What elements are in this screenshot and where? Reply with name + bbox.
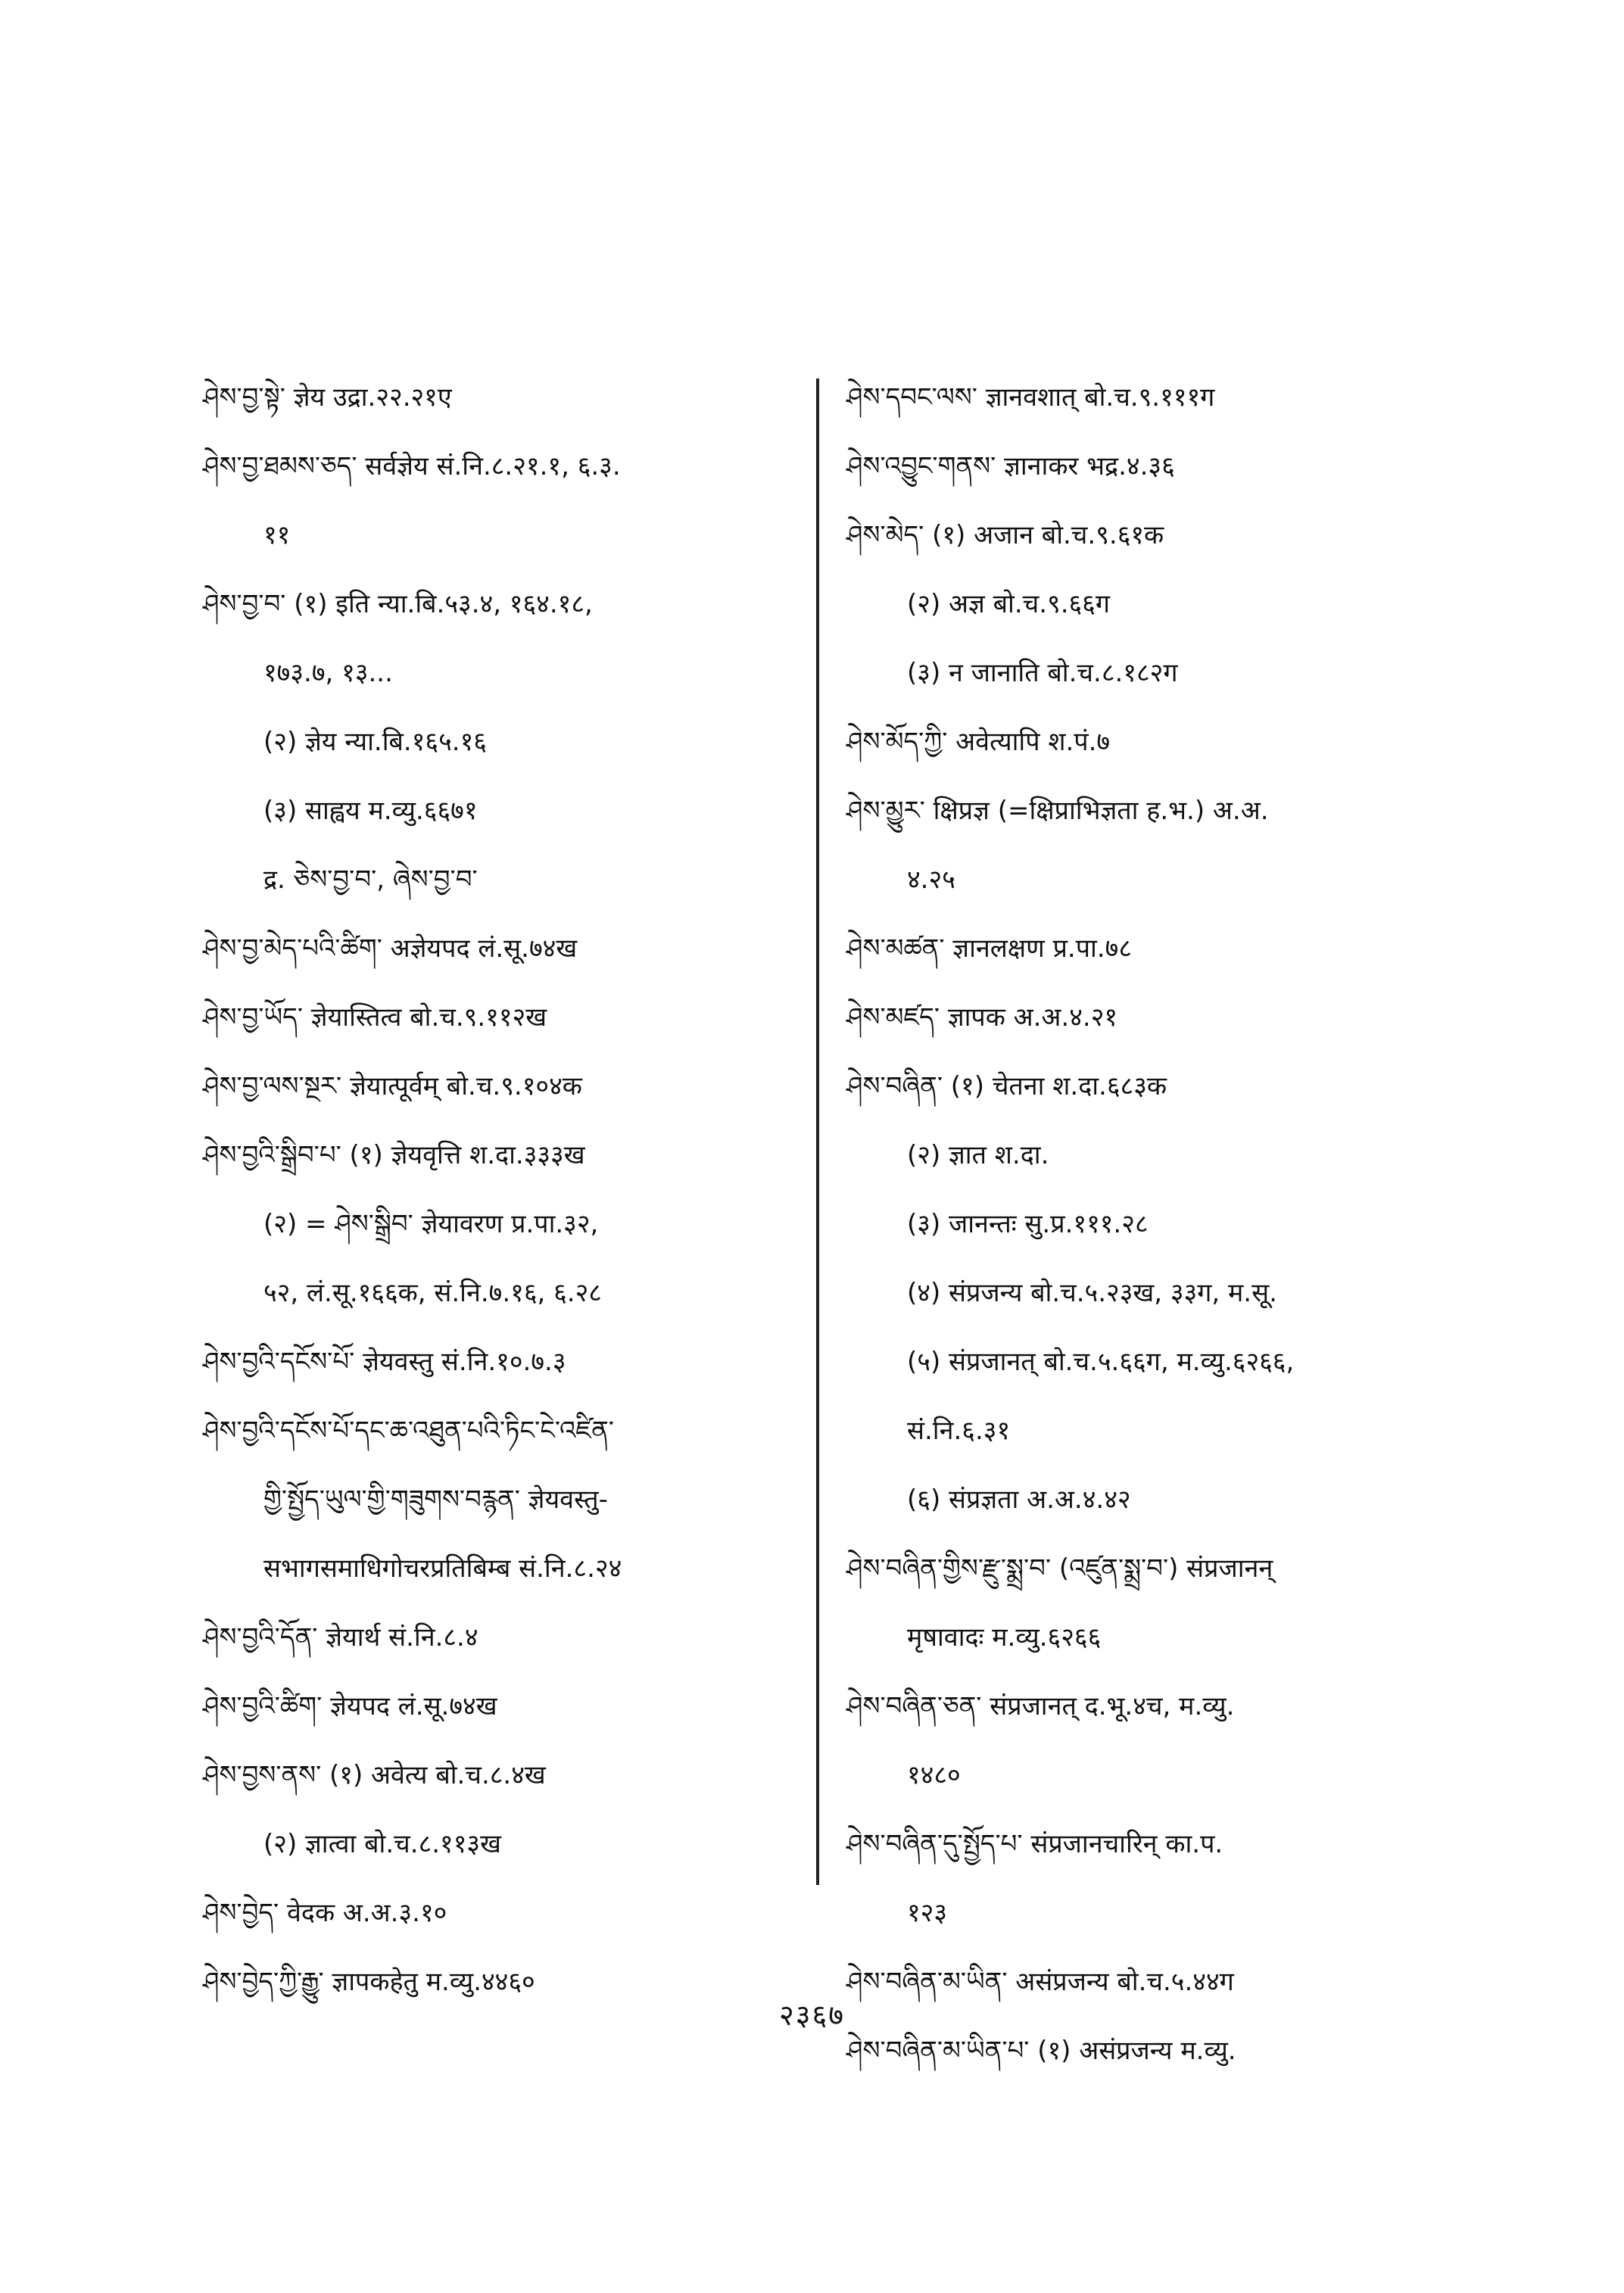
entry-continuation: (३) न जानाति बो.च.८.१८२ग	[907, 658, 1178, 688]
dictionary-entry: ཤེས་བྱའི་དངོས་པོ་དང་ཆ་འཐུན་པའི་ཏིང་ངེ་འཛིན་	[203, 1416, 614, 1446]
dictionary-entry: ཤེས་བྱ་སྟེ་ ज्ञेय उद्रा.२२.२१ए	[203, 382, 452, 413]
entry-continuation: (३) जानन्तः सु.प्र.१११.२८	[907, 1209, 1149, 1239]
entry-continuation: ५२, लं.सू.१६६क, सं.नि.७.१६, ६.२८	[263, 1278, 602, 1308]
dictionary-entry: ཤེས་བྱའི་དངོས་པོ་ ज्ञेयवस्तु सं.नि.१०.७.३	[203, 1347, 566, 1377]
entry-continuation: सं.नि.६.३१	[907, 1416, 1011, 1446]
dictionary-entry: ཤེས་བཞིན་ (१) चेतना श.दा.६८३क	[846, 1071, 1167, 1101]
page-number: २३६७	[778, 1999, 846, 2032]
dictionary-entry: ཤེས་བྱའི་ཚིག་ ज्ञेयपद लं.सू.७४ख	[203, 1691, 497, 1721]
dictionary-entry: ཤེས་བྱ་ཐམས་ཅད་ सर्वज्ञेय सं.नि.८.२१.१, ६.३.	[203, 451, 621, 481]
entry-continuation: (३) साह्वय म.व्यु.६६७१	[263, 796, 478, 826]
entry-continuation: (५) संप्रजानत् बो.च.५.६६ग, म.व्यु.६२६६,	[907, 1347, 1295, 1377]
entry-continuation: (२) = ཤེས་སྒྲིབ་ ज्ञेयावरण प्र.पा.३२,	[263, 1209, 599, 1239]
dictionary-entry: ཤེས་བྱེད་ཀྱི་རྒྱུ་ ज्ञापकहेतु म.व्यु.४४६०	[203, 1967, 535, 1997]
dictionary-entry: ཤེས་བྱའི་དོན་ ज्ञेयार्थ सं.नि.८.४	[203, 1622, 478, 1653]
dictionary-entry: ཤེས་བཞིན་གྱིས་རྫུ་སྨྲ་བ་ (འཛུན་སྨྲ་བ་) संप्रजानन्	[846, 1553, 1273, 1584]
dictionary-entry: ཤེས་བྱའི་སྒྲིབ་པ་ (१) ज्ञेयवृत्ति श.दा.३३३ख	[203, 1140, 585, 1170]
entry-continuation: मृषावादः म.व्यु.६२६६	[907, 1622, 1102, 1653]
entry-continuation: (२) ज्ञेय न्या.बि.१६५.१६	[263, 727, 487, 757]
dictionary-entry: ཤེས་མཚན་ ज्ञानलक्षण प्र.पा.७८	[846, 933, 1133, 964]
entry-continuation: (४) संप्रजन्य बो.च.५.२३ख, ३३ग, म.सू.	[907, 1278, 1277, 1308]
entry-continuation: सभागसमाधिगोचरप्रतिबिम्ब सं.नि.८.२४	[263, 1553, 622, 1584]
entry-continuation: (६) संप्रज्ञता अ.अ.४.४२	[907, 1485, 1131, 1515]
dictionary-entry: ཤེས་བྱ་ལས་སྔར་ ज्ञेयात्पूर्वम् बो.च.९.१०४क	[203, 1071, 582, 1101]
dictionary-entry: ཤེས་བྱ་ཡོད་ ज्ञेयास्तित्व बो.च.९.११२ख	[203, 1002, 547, 1033]
entry-continuation: ११	[263, 520, 291, 550]
dictionary-entry: ཤེས་མོད་ཀྱི་ अवेत्यापि श.पं.७	[846, 727, 1111, 757]
dictionary-entry: ཤེས་འབྱུང་གནས་ ज्ञानाकर भद्र.४.३६	[846, 451, 1175, 481]
dictionary-entry: ཤེས་དབང་ལས་ ज्ञानवशात् बो.च.९.१११ग	[846, 382, 1215, 413]
dictionary-entry: ཤེས་བྱ་མེད་པའི་ཚིག་ अज्ञेयपद लं.सू.७४ख	[203, 933, 578, 964]
dictionary-entry: ཤེས་བཞིན་མ་ཡིན་ असंप्रजन्य बो.च.५.४४ग	[846, 1967, 1234, 1997]
dictionary-entry: ཤེས་མྱུར་ क्षिप्रज्ञ (=क्षिप्राभिज्ञता ह.भ.) अ.अ.	[846, 796, 1269, 826]
entry-continuation: १२३	[907, 1898, 948, 1928]
entry-continuation: १४८०	[907, 1760, 961, 1790]
dictionary-entry: ཤེས་བྱ་བ་ (१) इति न्या.बि.५३.४, १६४.१८,	[203, 589, 593, 619]
dictionary-entry: ཤེས་བཞིན་མ་ཡིན་པ་ (१) असंप्रजन्य म.व्यु.	[846, 2036, 1236, 2066]
entry-continuation: द्र. ཅེས་བྱ་བ་, ཞེས་བྱ་བ་	[263, 865, 478, 895]
entry-continuation: १७३.७, १३...	[263, 658, 393, 688]
entry-continuation: (२) ज्ञात्वा बो.च.८.११३ख	[263, 1829, 501, 1859]
dictionary-entry: ཤེས་མེད་ (१) अजान बो.च.९.६१क	[846, 520, 1164, 550]
entry-continuation: (२) ज्ञात श.दा.	[907, 1140, 1049, 1170]
dictionary-entry: ཤེས་བཞིན་དུ་སྤྱོད་པ་ संप्रजानचारिन् का.प.	[846, 1829, 1223, 1859]
entry-continuation: (२) अज्ञ बो.च.९.६६ग	[907, 589, 1111, 619]
column-divider	[816, 379, 819, 1885]
dictionary-entry: ཤེས་བྱེད་ वेदक अ.अ.३.१०	[203, 1898, 447, 1928]
dictionary-entry: ཤེས་བཞིན་ཅན་ संप्रजानत् द.भू.४च, म.व्यु.	[846, 1691, 1235, 1721]
right-column	[846, 363, 1467, 2086]
entry-continuation: གྱི་སྤྱོད་ཡུལ་གྱི་གཟུགས་བརྙན་ ज्ञेयवस्तु-	[263, 1485, 608, 1515]
dictionary-entry: ཤེས་མཛད་ ज्ञापक अ.अ.४.२१	[846, 1002, 1118, 1033]
dictionary-entry: ཤེས་བྱས་ནས་ (१) अवेत्य बो.च.८.४ख	[203, 1760, 546, 1790]
left-column	[203, 363, 809, 2017]
entry-continuation: ४.२५	[907, 865, 955, 895]
